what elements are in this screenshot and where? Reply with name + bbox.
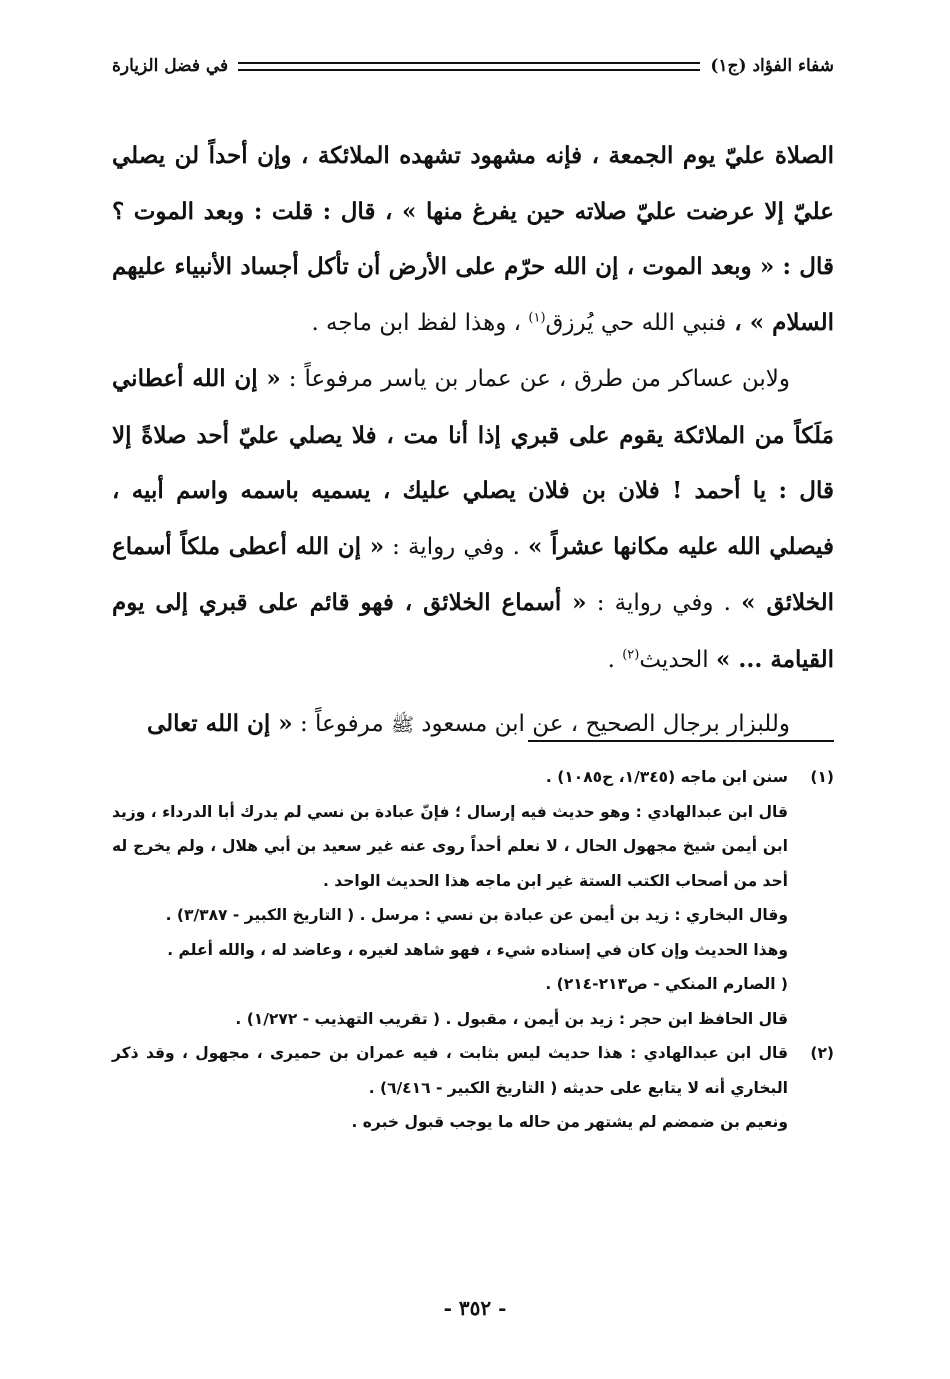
footnote-ref-2: (٢): [622, 646, 640, 662]
footnote-line: قال ابن عبدالهادي : وهو حديث فيه إرسال ؛ فإنّ عبادة بن نسي لم يدرك أبا الدرداء ، وزيد ابن أيمن شيخ مجهول الحال ، لا نعلم أحداً روى عنه غير سعيد بن أبي هلال ، ولم يخرج له أحد من أصحاب الكتب الستة غير ابن ماجه هذا الحديث الواحد .: [112, 802, 788, 890]
paragraph-3: [112, 696, 834, 754]
paragraph-1: [112, 128, 834, 351]
p1-text-3: ، وهذا لفظ ابن ماجه .: [311, 309, 529, 336]
footnote-line: ونعيم بن ضمضم لم يشتهر من حاله ما يوجب قبول خبره .: [351, 1113, 788, 1131]
p1-text-2: فنبي الله حي يُرزق: [545, 309, 727, 336]
footnote-separator: [528, 740, 834, 742]
footnote-line: وهذا الحديث وإن كان في إسناده شيء ، فهو شاهد لغيره ، وعاضد له ، والله أعلم .: [167, 940, 788, 959]
p2-text-7: الحديث: [639, 646, 716, 673]
footnote-line: ( الصارم المنكي - ص٢١٣-٢١٤) .: [545, 975, 788, 993]
header-book-title: شفاء الفؤاد (ج١): [710, 56, 834, 76]
footnote-ref-1: (١): [528, 309, 546, 325]
footnote-line: وقال البخاري : زيد بن أيمن عن عبادة بن نسي : مرسل . ( التاريخ الكبير - ٣/٣٨٧) .: [165, 906, 788, 924]
p2-hadith-1: « إن الله أعطاني مَلَكاً من الملائكة يقوم على قبري إذا أنا مت ، فلا يصلي عليّ أحد صلاةً إلا قال : يا أحمد ! فلان بن فلان يصلي عليك ، يسميه باسمه واسم أبيه ، فيصلي الله عليه مكانها عشراً »: [112, 365, 834, 560]
running-header: [112, 48, 834, 84]
honorific-symbol: ﷺ: [390, 714, 414, 736]
p2-text-3: . وفي رواية :: [384, 533, 528, 560]
footnote-number: (٢): [810, 1044, 834, 1062]
footnote-2: [112, 1036, 834, 1140]
header-chapter-title: في فضل الزيارة: [112, 56, 229, 76]
p2-hadith-2: « إن الله أعطى ملكاً أسماع الخلائق »: [112, 532, 834, 616]
p2-hadith-3: « أسماع الخلائق ، فهو قائم على قبري إلى يوم القيامة ... »: [112, 589, 834, 673]
page-number: - ٣٥٢ -: [443, 1296, 507, 1320]
p3-text-1: وللبزار برجال الصحيح ، عن ابن مسعود: [413, 711, 790, 737]
p3-hadith: « إن الله تعالى: [146, 710, 293, 737]
p2-text-1: ولابن عساكر من طرق ، عن عمار بن ياسر مرفوعاً :: [280, 366, 790, 392]
p2-text-8: .: [607, 646, 623, 673]
p3-text-2: مرفوعاً :: [292, 711, 391, 737]
footnote-line: سنن ابن ماجه (١/٣٤٥، ح١٠٨٥) .: [545, 768, 788, 786]
footnotes: [112, 760, 834, 1140]
footnote-1: [112, 760, 834, 1036]
p1-text-1: الصلاة عليّ يوم الجمعة ، فإنه مشهود تشهده الملائكة ، وإن أحداً لن يصلي عليّ إلا عرضت عليّ صلاته حين يفرغ منها » ، قال : قلت : وبعد الموت ؟ قال : « وبعد الموت ، إن الله حرّم على الأرض أن تأكل أجساد الأنبياء عليهم السلام » ،: [112, 142, 834, 336]
main-text: [112, 128, 834, 754]
header-rule: [238, 62, 700, 71]
paragraph-2: [112, 351, 834, 688]
p2-text-5: . وفي رواية :: [586, 590, 742, 616]
footnote-line: قال ابن عبدالهادي : هذا حديث ليس بثابت ، فيه عمران بن حميرى ، مجهول ، وقد ذكر البخاري أنه لا يتابع على حديثه ( التاريخ الكبير - ٦/٤١٦) .: [112, 1044, 788, 1097]
footnote-line: قال الحافظ ابن حجر : زيد بن أيمن ، مقبول . ( تقريب التهذيب - ١/٢٧٢) .: [235, 1009, 788, 1028]
footnote-number: (١): [810, 768, 834, 786]
